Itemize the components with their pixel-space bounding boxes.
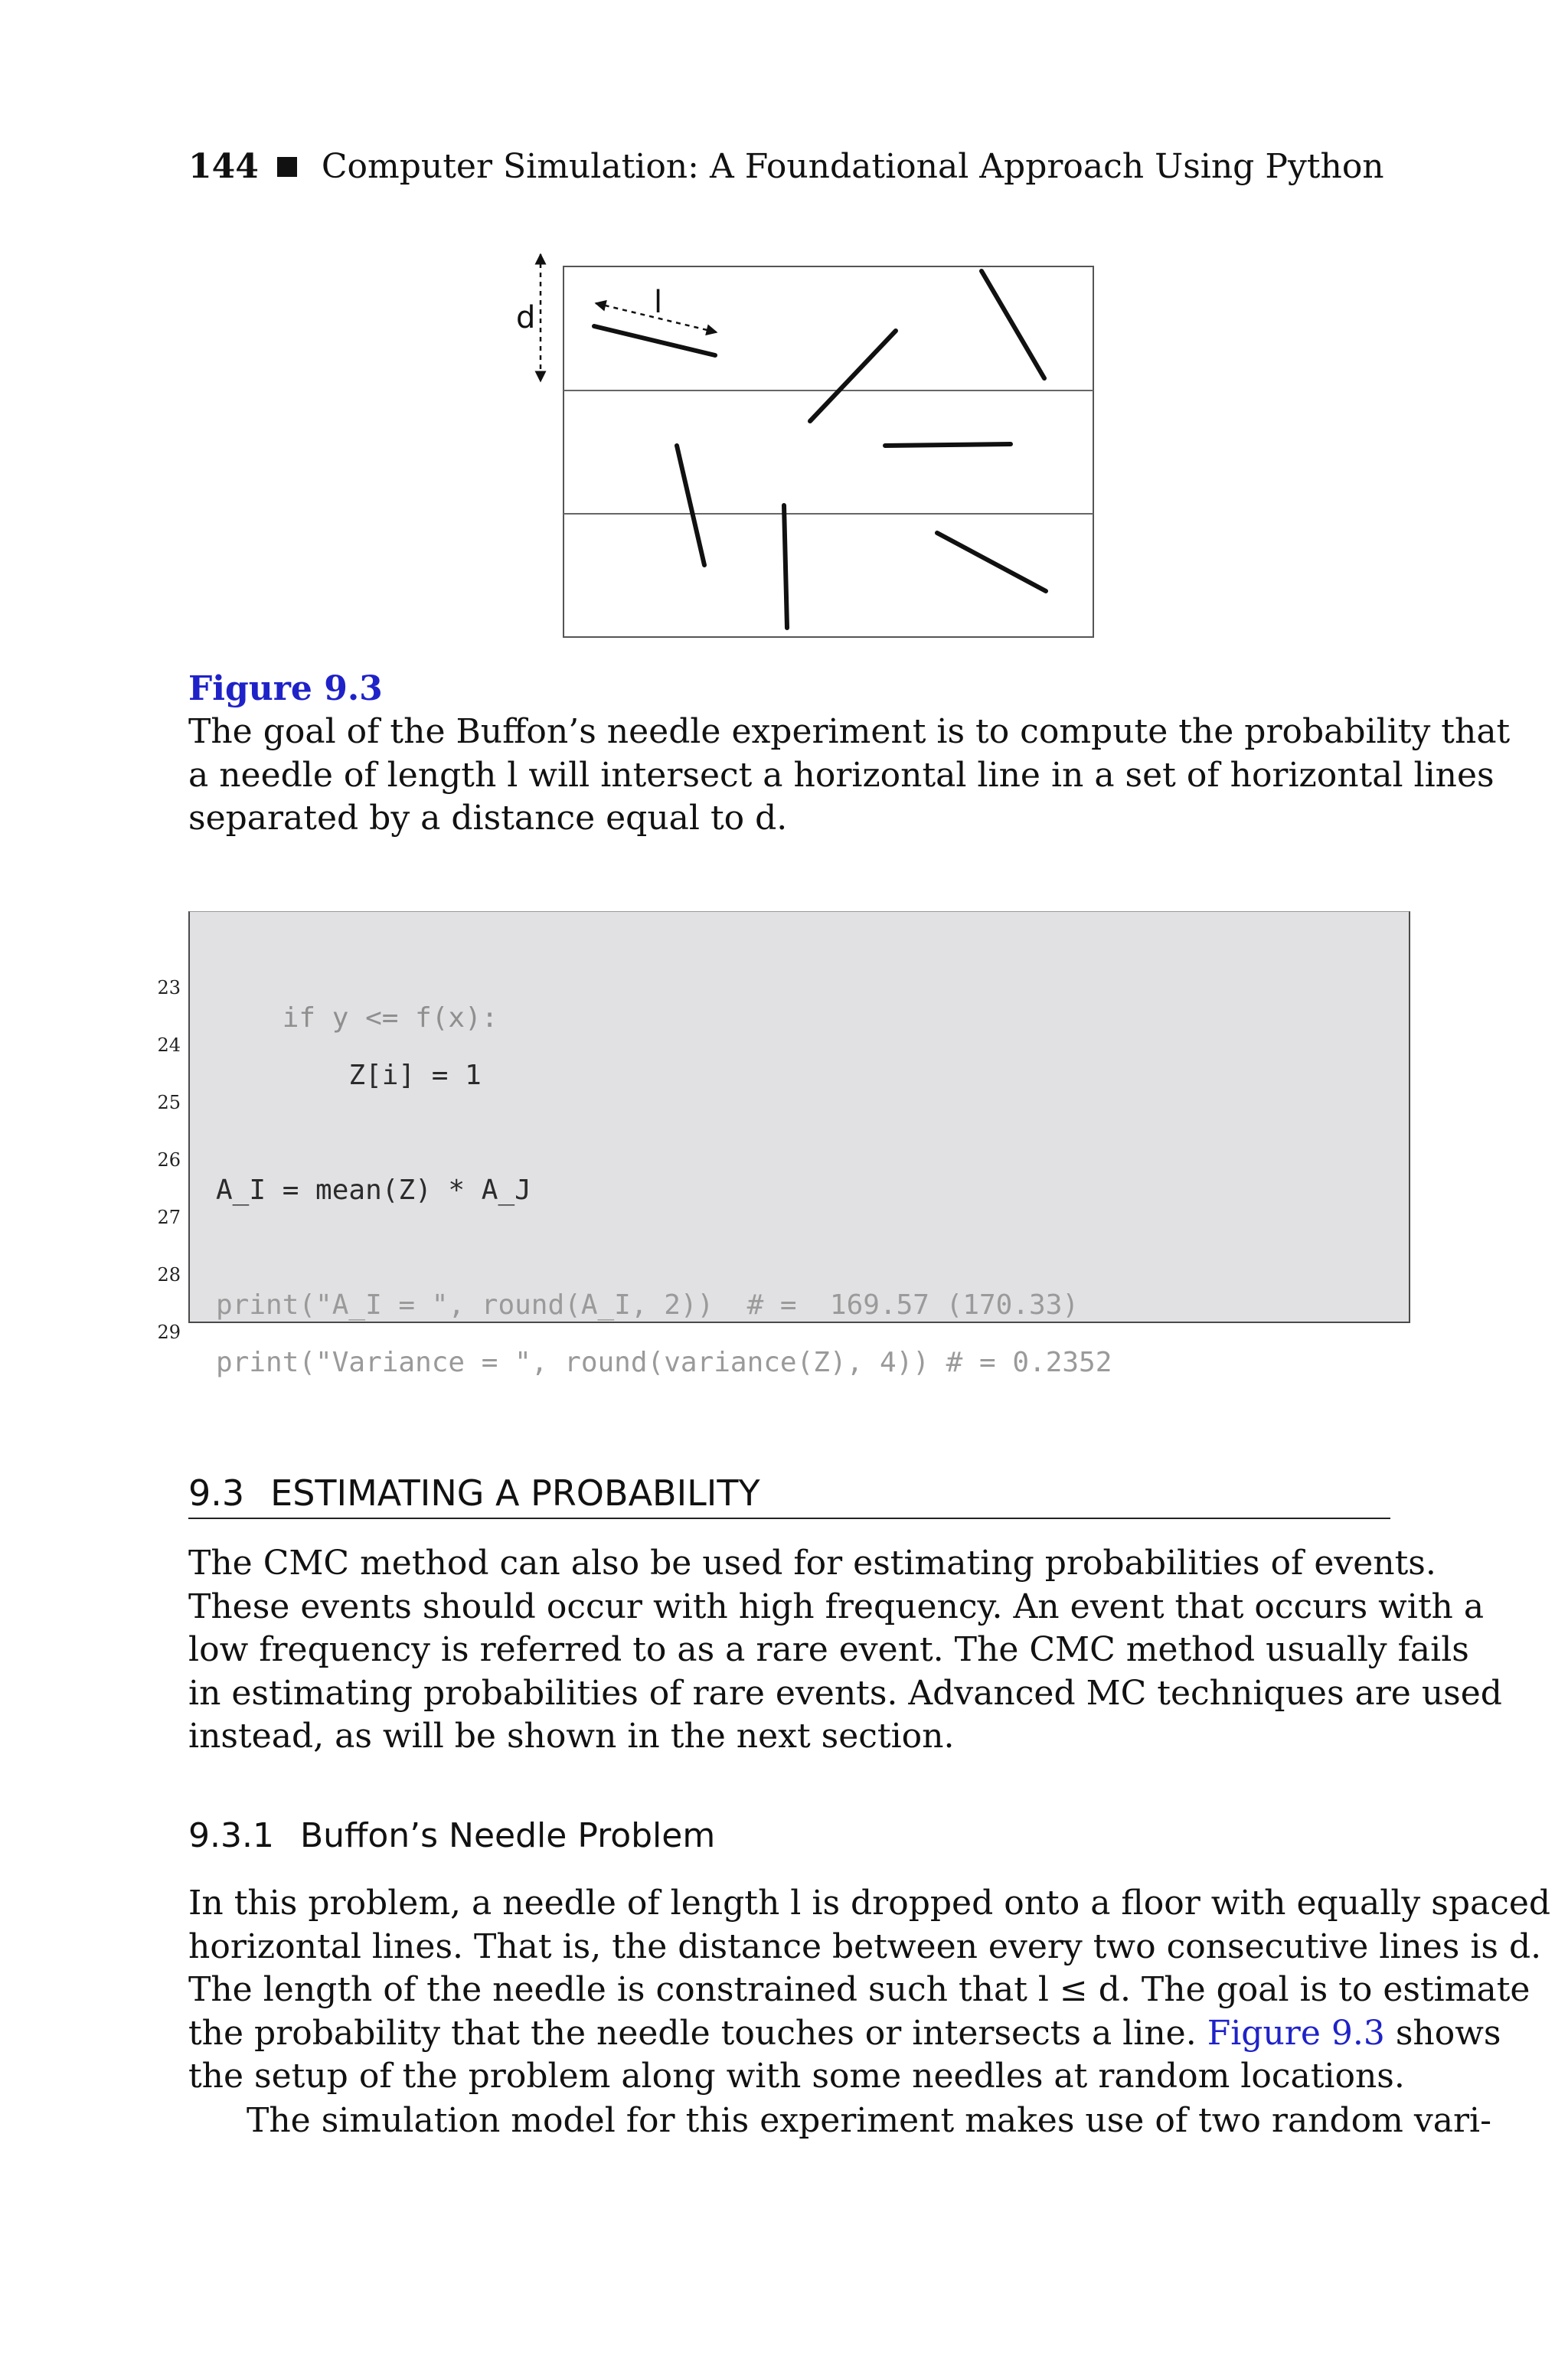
code-text: print("Variance = ", round(variance(Z), 4)) # = 0.2352 <box>216 1347 1112 1378</box>
paragraph <box>188 1542 1502 1759</box>
subsection-heading <box>188 1813 715 1859</box>
caption-line: a needle of length l will intersect a horizontal line in a set of horizontal lines <box>188 755 1494 795</box>
running-header <box>188 145 1384 188</box>
text-line: The CMC method can also be used for estimating probabilities of events. <box>188 1544 1436 1583</box>
text-fragment: the probability that the needle touches or intersects a line. <box>188 2013 1197 2053</box>
section-heading <box>188 1469 1390 1519</box>
line-number: 29 <box>157 1322 181 1343</box>
subsection-title: Buffon’s Needle Problem <box>299 1816 716 1855</box>
text-line: These events should occur with high frequency. An event that occurs with a <box>188 1586 1485 1626</box>
code-line <box>0 1286 1568 1378</box>
figure-caption <box>188 668 1511 841</box>
text-line: The simulation model for this experiment makes use of two random vari- <box>247 2101 1491 2140</box>
label-l: l <box>654 285 663 320</box>
text-line: the setup of the problem along with some needles at random locations. <box>188 2057 1405 2096</box>
line-number: 24 <box>157 1034 181 1056</box>
text-line: instead, as will be shown in the next section. <box>188 1717 955 1756</box>
code-text: A_I = mean(Z) * A_J <box>216 1175 531 1206</box>
needle <box>885 444 1011 446</box>
subsection-number: 9.3.1 <box>188 1816 274 1855</box>
line-number: 23 <box>157 977 181 998</box>
needle <box>810 331 896 421</box>
text-line: in estimating probabilities of rare events. Advanced MC techniques are used <box>188 1673 1502 1713</box>
text-line: In this problem, a needle of length l is dropped onto a floor with equally spaced <box>188 1884 1551 1923</box>
caption-line: separated by a distance equal to d. <box>188 799 788 838</box>
header-square-icon <box>277 157 297 177</box>
line-number: 26 <box>157 1149 181 1171</box>
code-line <box>0 999 1568 1091</box>
code-line <box>0 1229 1568 1321</box>
figure-label: Figure 9.3 <box>188 669 383 708</box>
text-line <box>188 2012 1501 2056</box>
code-line <box>0 942 1568 1034</box>
page-number: 144 <box>188 147 259 186</box>
needle <box>784 505 787 628</box>
figure-reference-link[interactable]: Figure 9.3 <box>1207 2013 1385 2053</box>
code-line <box>0 1057 1568 1113</box>
needle <box>937 533 1046 591</box>
paragraph <box>188 2099 1491 2143</box>
section-title: ESTIMATING A PROBABILITY <box>270 1472 760 1514</box>
needle <box>982 271 1044 378</box>
code-text: if y <= f(x): <box>216 1002 498 1034</box>
paragraph <box>188 1882 1551 2099</box>
code-line <box>0 1171 1568 1228</box>
buffon-needle-figure <box>482 245 1110 643</box>
section-number: 9.3 <box>188 1472 245 1514</box>
line-number: 25 <box>157 1092 181 1113</box>
code-text: print("A_I = ", round(A_I, 2)) # = 169.57 (170.33) <box>216 1289 1080 1321</box>
text-line: low frequency is referred to as a rare event. The CMC method usually fails <box>188 1630 1469 1669</box>
caption-line: The goal of the Buffon’s needle experiment is to compute the probability that <box>188 712 1511 751</box>
text-line: horizontal lines. That is, the distance between every two consecutive lines is d. <box>188 1926 1542 1966</box>
label-d: d <box>516 300 536 335</box>
text-line: The length of the needle is constrained such that l ≤ d. The goal is to estimate <box>188 1970 1530 2009</box>
code-text: Z[i] = 1 <box>216 1060 482 1091</box>
text-fragment: shows <box>1395 2013 1501 2053</box>
line-number: 28 <box>157 1264 181 1286</box>
book-title: Computer Simulation: A Foundational Approach Using Python <box>321 147 1384 186</box>
code-line <box>0 1114 1568 1206</box>
line-number: 27 <box>157 1207 181 1228</box>
needle <box>677 446 704 565</box>
needle <box>594 326 715 355</box>
